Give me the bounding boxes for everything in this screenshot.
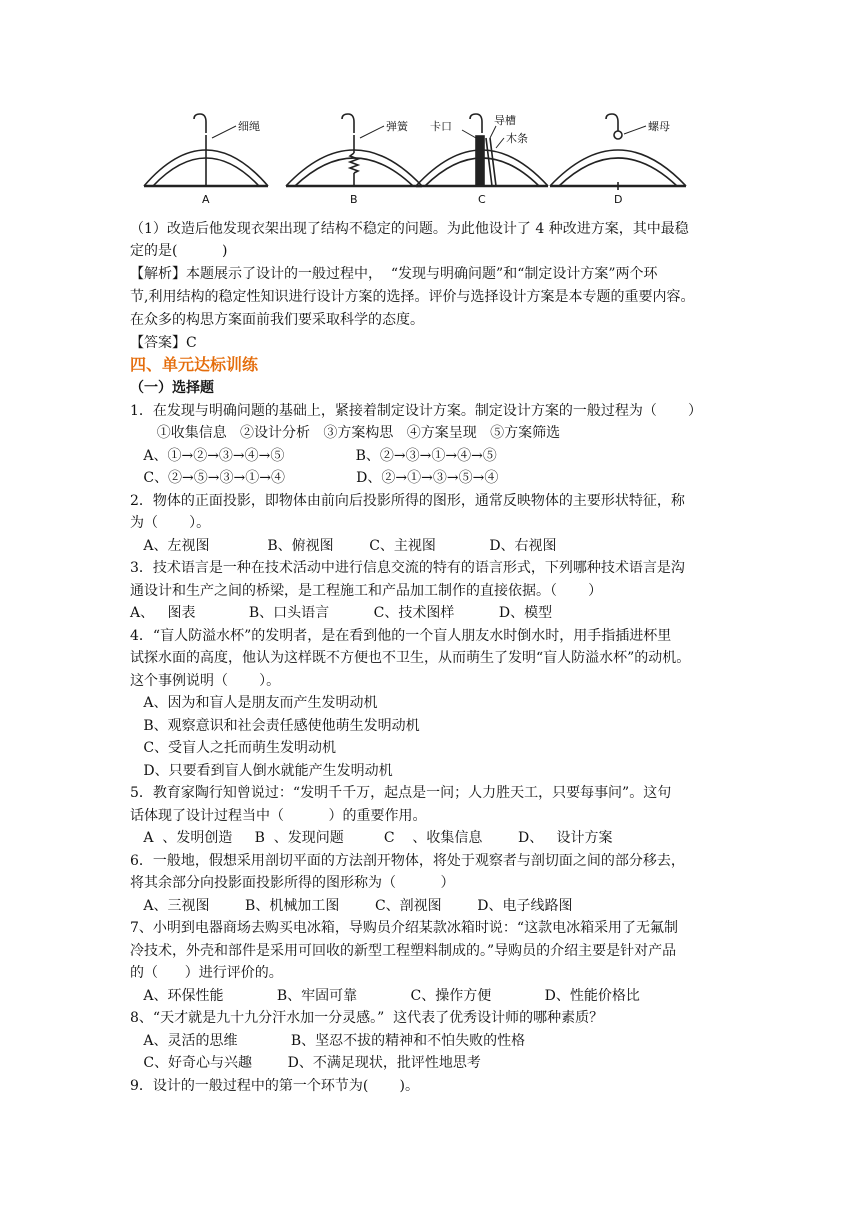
- label-nut: 螺母: [648, 120, 670, 133]
- label-groove: 导槽: [494, 114, 516, 127]
- q3-options: A、 图表 B、口头语言 C、技术图样 D、模型: [130, 605, 553, 621]
- label-rope: 细绳: [238, 120, 260, 133]
- q1-stem: 1．在发现与明确问题的基础上，紧接着制定设计方案。制定设计方案的一般过程为（ ）: [130, 403, 703, 419]
- q5-options: A 、发明创造 B 、发现问题 C 、收集信息 D、 设计方案: [130, 830, 613, 846]
- q6-stem-cont: 将其余部分向投影面投影所得的图形称为（ ）: [130, 875, 455, 891]
- q4-option-d: D、只要看到盲人倒水就能产生发明动机: [130, 763, 393, 779]
- q4-stem-cont: 试探水面的高度，他认为这样既不方便也不卫生，从而萌生了发明“盲人防溢水杯”的动机。: [130, 650, 691, 666]
- analysis-text-end: 在众多的构思方案面前我们要采取科学的态度。: [130, 312, 424, 328]
- caption-a: A: [202, 193, 210, 206]
- q9-stem: 9．设计的一般过程中的第一个环节为( )。: [130, 1078, 419, 1094]
- q7-stem-end: 的（ ）进行评价的。: [130, 965, 283, 981]
- q1-options-cd: C、②→⑤→③→①→④ D、②→①→③→⑤→④: [130, 470, 499, 486]
- q3-stem: 3．技术语言是一种在技术活动中进行信息交流的特有的语言形式，下列哪种技术语言是沟: [130, 560, 685, 576]
- q2-stem: 2．物体的正面投影，即物体由前向后投影所得的图形，通常反映物体的主要形状特征，称: [130, 493, 685, 509]
- caption-d: D: [614, 193, 623, 206]
- label-spring: 弹簧: [386, 120, 408, 133]
- subsection-heading: （一）选择题: [130, 380, 214, 396]
- q2-options: A、左视图 B、俯视图 C、主视图 D、右视图: [130, 538, 557, 554]
- q7-options: A、环保性能 B、牢固可靠 C、操作方便 D、性能价格比: [130, 988, 640, 1004]
- answer-text: 【答案】C: [130, 335, 197, 351]
- q1-options-ab: A、①→②→③→④→⑤ B、②→③→①→④→⑤: [130, 448, 497, 464]
- q6-stem: 6．一般地，假想采用剖切平面的方法剖开物体，将处于观察者与剖切面之间的部分移去，: [130, 853, 685, 869]
- label-stick: 木条: [506, 132, 528, 145]
- question-1-stem-cont: 定的是( ): [130, 243, 228, 259]
- q4-option-b: B、观察意识和社会责任感使他萌生发明动机: [130, 718, 420, 734]
- label-clip: 卡口: [430, 120, 452, 133]
- q3-stem-cont: 通设计和生产之间的桥梁，是工程施工和产品加工制作的直接依据。（ ）: [130, 583, 603, 599]
- q4-option-a: A、因为和盲人是朋友而产生发明动机: [130, 695, 378, 711]
- q8-options-ab: A、灵活的思维 B、坚忍不拔的精神和不怕失败的性格: [130, 1033, 526, 1049]
- q4-stem: 4．“盲人防溢水杯”的发明者，是在看到他的一个盲人朋友水时倒水时，用手指插进杯里: [130, 628, 672, 644]
- q6-options: A、三视图 B、机械加工图 C、剖视图 D、电子线路图: [130, 898, 573, 914]
- q5-stem-cont: 话体现了设计过程当中（ ）的重要作用。: [130, 808, 427, 824]
- question-1-stem: （1）改造后他发现衣架出现了结构不稳定的问题。为此他设计了 4 种改进方案，其中最稳: [130, 221, 689, 237]
- q7-stem-cont: 冷技术，外壳和部件是采用可回收的新型工程塑料制成的。”导购员的介绍主要是针对产品: [130, 943, 677, 959]
- q7-stem: 7、小明到电器商场去购买电冰箱，导购员介绍某款冰箱时说：“这款电冰箱采用了无氟制: [130, 920, 679, 936]
- caption-c: C: [478, 193, 486, 206]
- q2-stem-cont: 为（ ）。: [130, 515, 211, 531]
- q4-option-c: C、受盲人之托而萌生发明动机: [130, 740, 337, 756]
- q8-options-cd: C、好奇心与兴趣 D、不满足现状，批评性地思考: [130, 1055, 481, 1071]
- hanger-figure: [140, 108, 740, 206]
- analysis-text-cont: 节,利用结构的稳定性知识进行设计方案的选择。评价与选择设计方案是本专题的重要内容。: [130, 289, 695, 305]
- analysis-text: 【解析】本题展示了设计的一般过程中， “发现与明确问题”和“制定设计方案”两个环: [130, 266, 658, 282]
- q5-stem: 5．教育家陶行知曾说过：“发明千千万，起点是一问；人力胜天工，只要每事问”。这句: [130, 785, 672, 801]
- q8-stem: 8、“天才就是九十九分汗水加一分灵感。” 这代表了优秀设计师的哪种素质？: [130, 1010, 604, 1026]
- q4-stem-end: 这个事例说明（ ）。: [130, 673, 281, 689]
- caption-b: B: [350, 193, 358, 206]
- section-heading: 四、单元达标训练: [130, 355, 259, 374]
- q1-items: ①收集信息 ②设计分析 ③方案构思 ④方案呈现 ⑤方案筛选: [130, 425, 561, 441]
